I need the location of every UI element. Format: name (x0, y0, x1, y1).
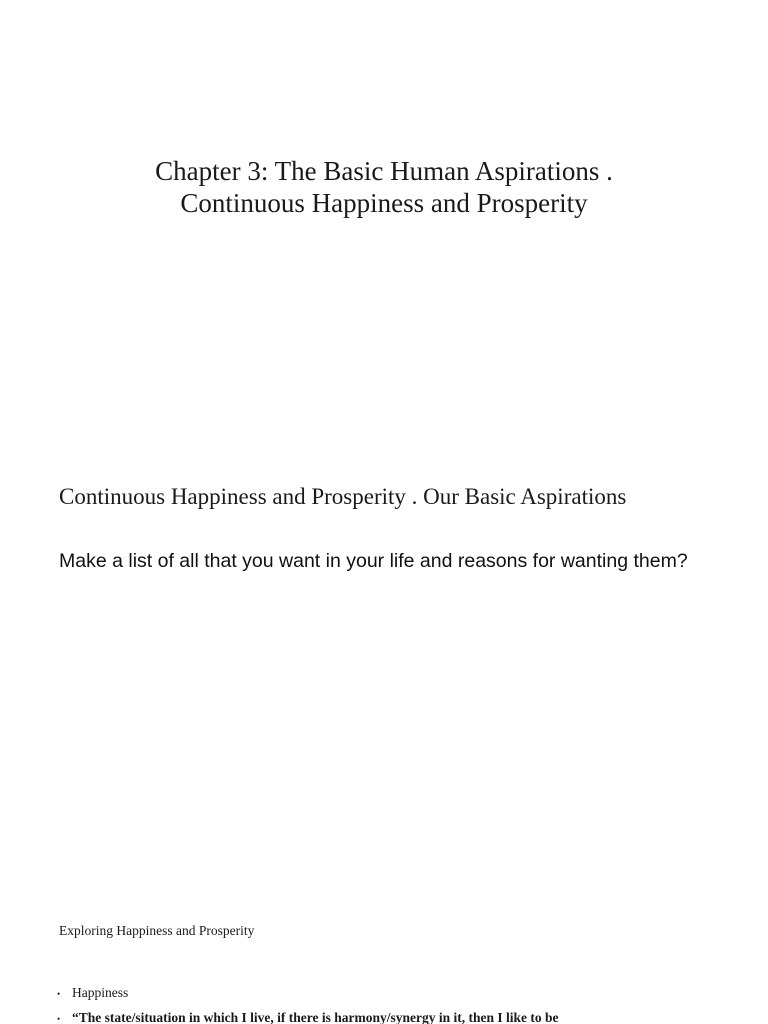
list-item-text: Happiness (72, 985, 129, 1000)
bullet-list (57, 981, 559, 1024)
bullet-icon: • (57, 989, 61, 999)
list-item (57, 981, 559, 1006)
chapter-title-line-1: Chapter 3: The Basic Human Aspirations . (155, 156, 613, 186)
bullet-icon: • (57, 1014, 61, 1024)
prompt-text: Make a list of all that you want in your life and reasons for wanting them? (59, 550, 688, 572)
list-item (57, 1006, 559, 1024)
chapter-title-line-2: Continuous Happiness and Prosperity (180, 188, 588, 218)
list-item-text: “The state/situation in which I live, if there is harmony/synergy in it, then I like to be (72, 1010, 559, 1024)
slide-heading: Continuous Happiness and Prosperity . Our Basic Aspirations (59, 484, 627, 509)
section-caption: Exploring Happiness and Prosperity (59, 923, 255, 938)
chapter-title (0, 155, 768, 219)
